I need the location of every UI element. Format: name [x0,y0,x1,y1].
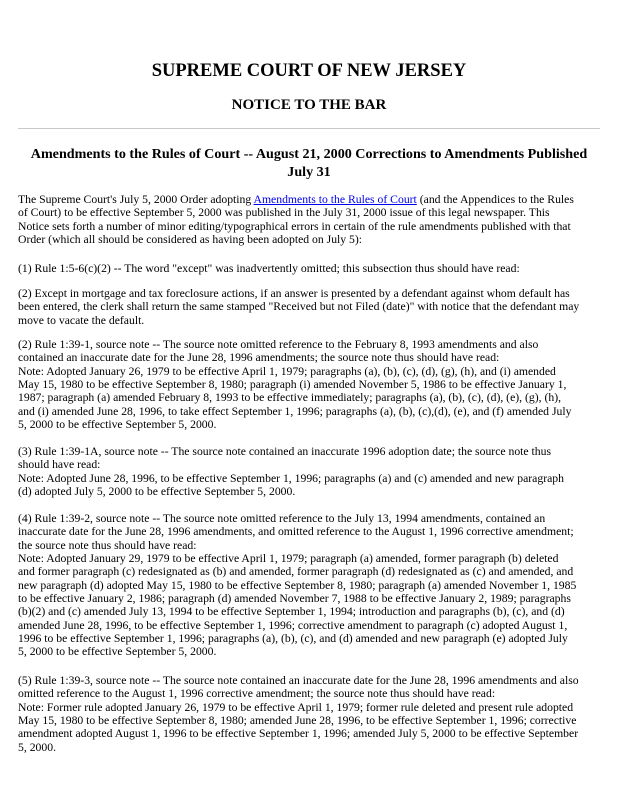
item-line: to be effective January 2, 1986; paragraph (d) amended November 7, 1988 to be effective January 2, 1989; paragraphs [18,592,571,606]
item-line: new paragraph (d) adopted May 15, 1980 to be effective September 8, 1980; paragraph (a) amended November 1, 1985 [18,578,577,592]
item-line: the source note thus should have read: [18,538,197,552]
intro-text: The Supreme Court's July 5, 2000 Order adopting [18,193,254,206]
article-heading-line: July 31 [287,164,331,180]
item-line: and (i) amended June 28, 1996, to take effect September 1, 1996; paragraphs (a), (b), (c),(d), (e), and (f) amended July [18,404,572,418]
item-2-paragraph [18,338,606,431]
intro-paragraph [18,193,606,246]
item-line: Note: Adopted June 28, 1996, to be effective September 1, 1996; paragraphs (a) and (c) amended and new paragraph [18,471,564,485]
intro-text: (and the Appendices to the Rules [416,193,574,206]
quoted-line: move to vacate the default. [18,313,145,327]
quoted-line: (2) Except in mortgage and tax foreclosure actions, if an answer is presented by a defendant against whom default has [18,287,570,300]
item-3-paragraph [18,445,606,498]
item-line: 5, 2000 to be effective September 5, 2000. [18,645,217,659]
intro-line: Order (which all should be considered as having been adopted on July 5): [18,233,363,247]
item-line: (b)(2) and (c) amended July 13, 1994 to be effective September 1, 1994; introduction and paragraphs (b), (c), and (d) [18,605,565,619]
intro-line [18,193,606,206]
item-line: 5, 2000 to be effective September 5, 2000. [18,418,217,432]
item-1-quoted-text [18,287,606,327]
item-line: May 15, 1980 to be effective September 8, 1980; amended June 28, 1996, to be effective September 1, 1996; corrective [18,714,577,728]
item-line: inaccurate date for the June 28, 1996 amendments, and omitted reference to the August 1, 1996 corrective amendment; [18,525,574,539]
item-1-paragraph: (1) Rule 1:5-6(c)(2) -- The word "except" was inadvertently omitted; this subsection thus should have read: [18,262,520,275]
item-line: Note: Adopted January 26, 1979 to be effective April 1, 1979; paragraphs (a), (b), (c), (d), (g), (h), and (i) amended [18,364,556,378]
item-5-paragraph [18,674,606,754]
item-line: May 15, 1980 to be effective September 8, 1980; paragraph (i) amended November 5, 1986 to be effective January 1, [18,378,567,392]
article-heading-line: Amendments to the Rules of Court -- August 21, 2000 Corrections to Amendments Published [30,146,588,162]
page-title: SUPREME COURT OF NEW JERSEY [151,61,467,81]
intro-line: of Court) to be effective September 5, 2000 was published in the July 31, 2000 issue of this legal newspaper. This [18,206,550,220]
item-line: and former paragraph (c) redesignated as (b) and amended, former paragraph (d) redesignated as (c) and amended, and [18,565,574,579]
item-line: (d) adopted July 5, 2000 to be effective September 5, 2000. [18,485,296,499]
item-line: omitted reference to the August 1, 1996 corrective amendment; the source note thus should have read: [18,687,496,701]
page-subtitle: NOTICE TO THE BAR [231,97,387,113]
item-line: (5) Rule 1:39-3, source note -- The source note contained an inaccurate date for the June 28, 1996 amendments and also [18,674,579,687]
item-line: amended June 28, 1996, to be effective September 1, 1996; corrective amendment to paragraph (c) adopted August 1, [18,618,568,632]
intro-line: Notice sets forth a number of minor editing/typographical errors in certain of the rule amendments published with that [18,219,571,233]
article-heading [18,145,600,181]
amendments-link[interactable]: Amendments to the Rules of Court [253,193,417,206]
quoted-line: been entered, the clerk shall return the same stamped "Received but not Filed (date)" with notice that the defendant may [18,300,580,314]
item-line: (4) Rule 1:39-2, source note -- The source note omitted reference to the July 13, 1994 amendments, contained an [18,512,546,525]
item-line: amendment adopted August 1, 1996 to be effective September 1, 1996; amended July 5, 2000 to be effective September [18,727,579,741]
item-line: 1996 to be effective September 1, 1996; paragraphs (a), (b), (c), and (d) amended and new paragraph (e) adopted July [18,632,568,646]
item-line: should have read: [18,458,101,472]
item-line: Note: Former rule adopted January 26, 1979 to be effective April 1, 1979; former rule deleted and present rule adopted [18,700,574,714]
horizontal-divider [18,128,600,129]
item-4-paragraph [18,512,606,659]
item-line: Note: Adopted January 29, 1979 to be effective April 1, 1979; paragraph (a) amended, former paragraph (b) deleted [18,552,559,566]
item-line: contained an inaccurate date for the June 28, 1996 amendments; the source note thus should have read: [18,351,500,365]
item-line: (3) Rule 1:39-1A, source note -- The source note contained an inaccurate 1996 adoption date; the source note thus [18,445,552,458]
item-line: 1987; paragraph (a) amended February 8, 1993 to be effective immediately; paragraphs (a), (b), (c), (d), (e), (g), (h), [18,391,562,405]
item-line: 5, 2000. [18,740,56,754]
item-line: (2) Rule 1:39-1, source note -- The source note omitted reference to the February 8, 1993 amendments and also [18,338,539,351]
